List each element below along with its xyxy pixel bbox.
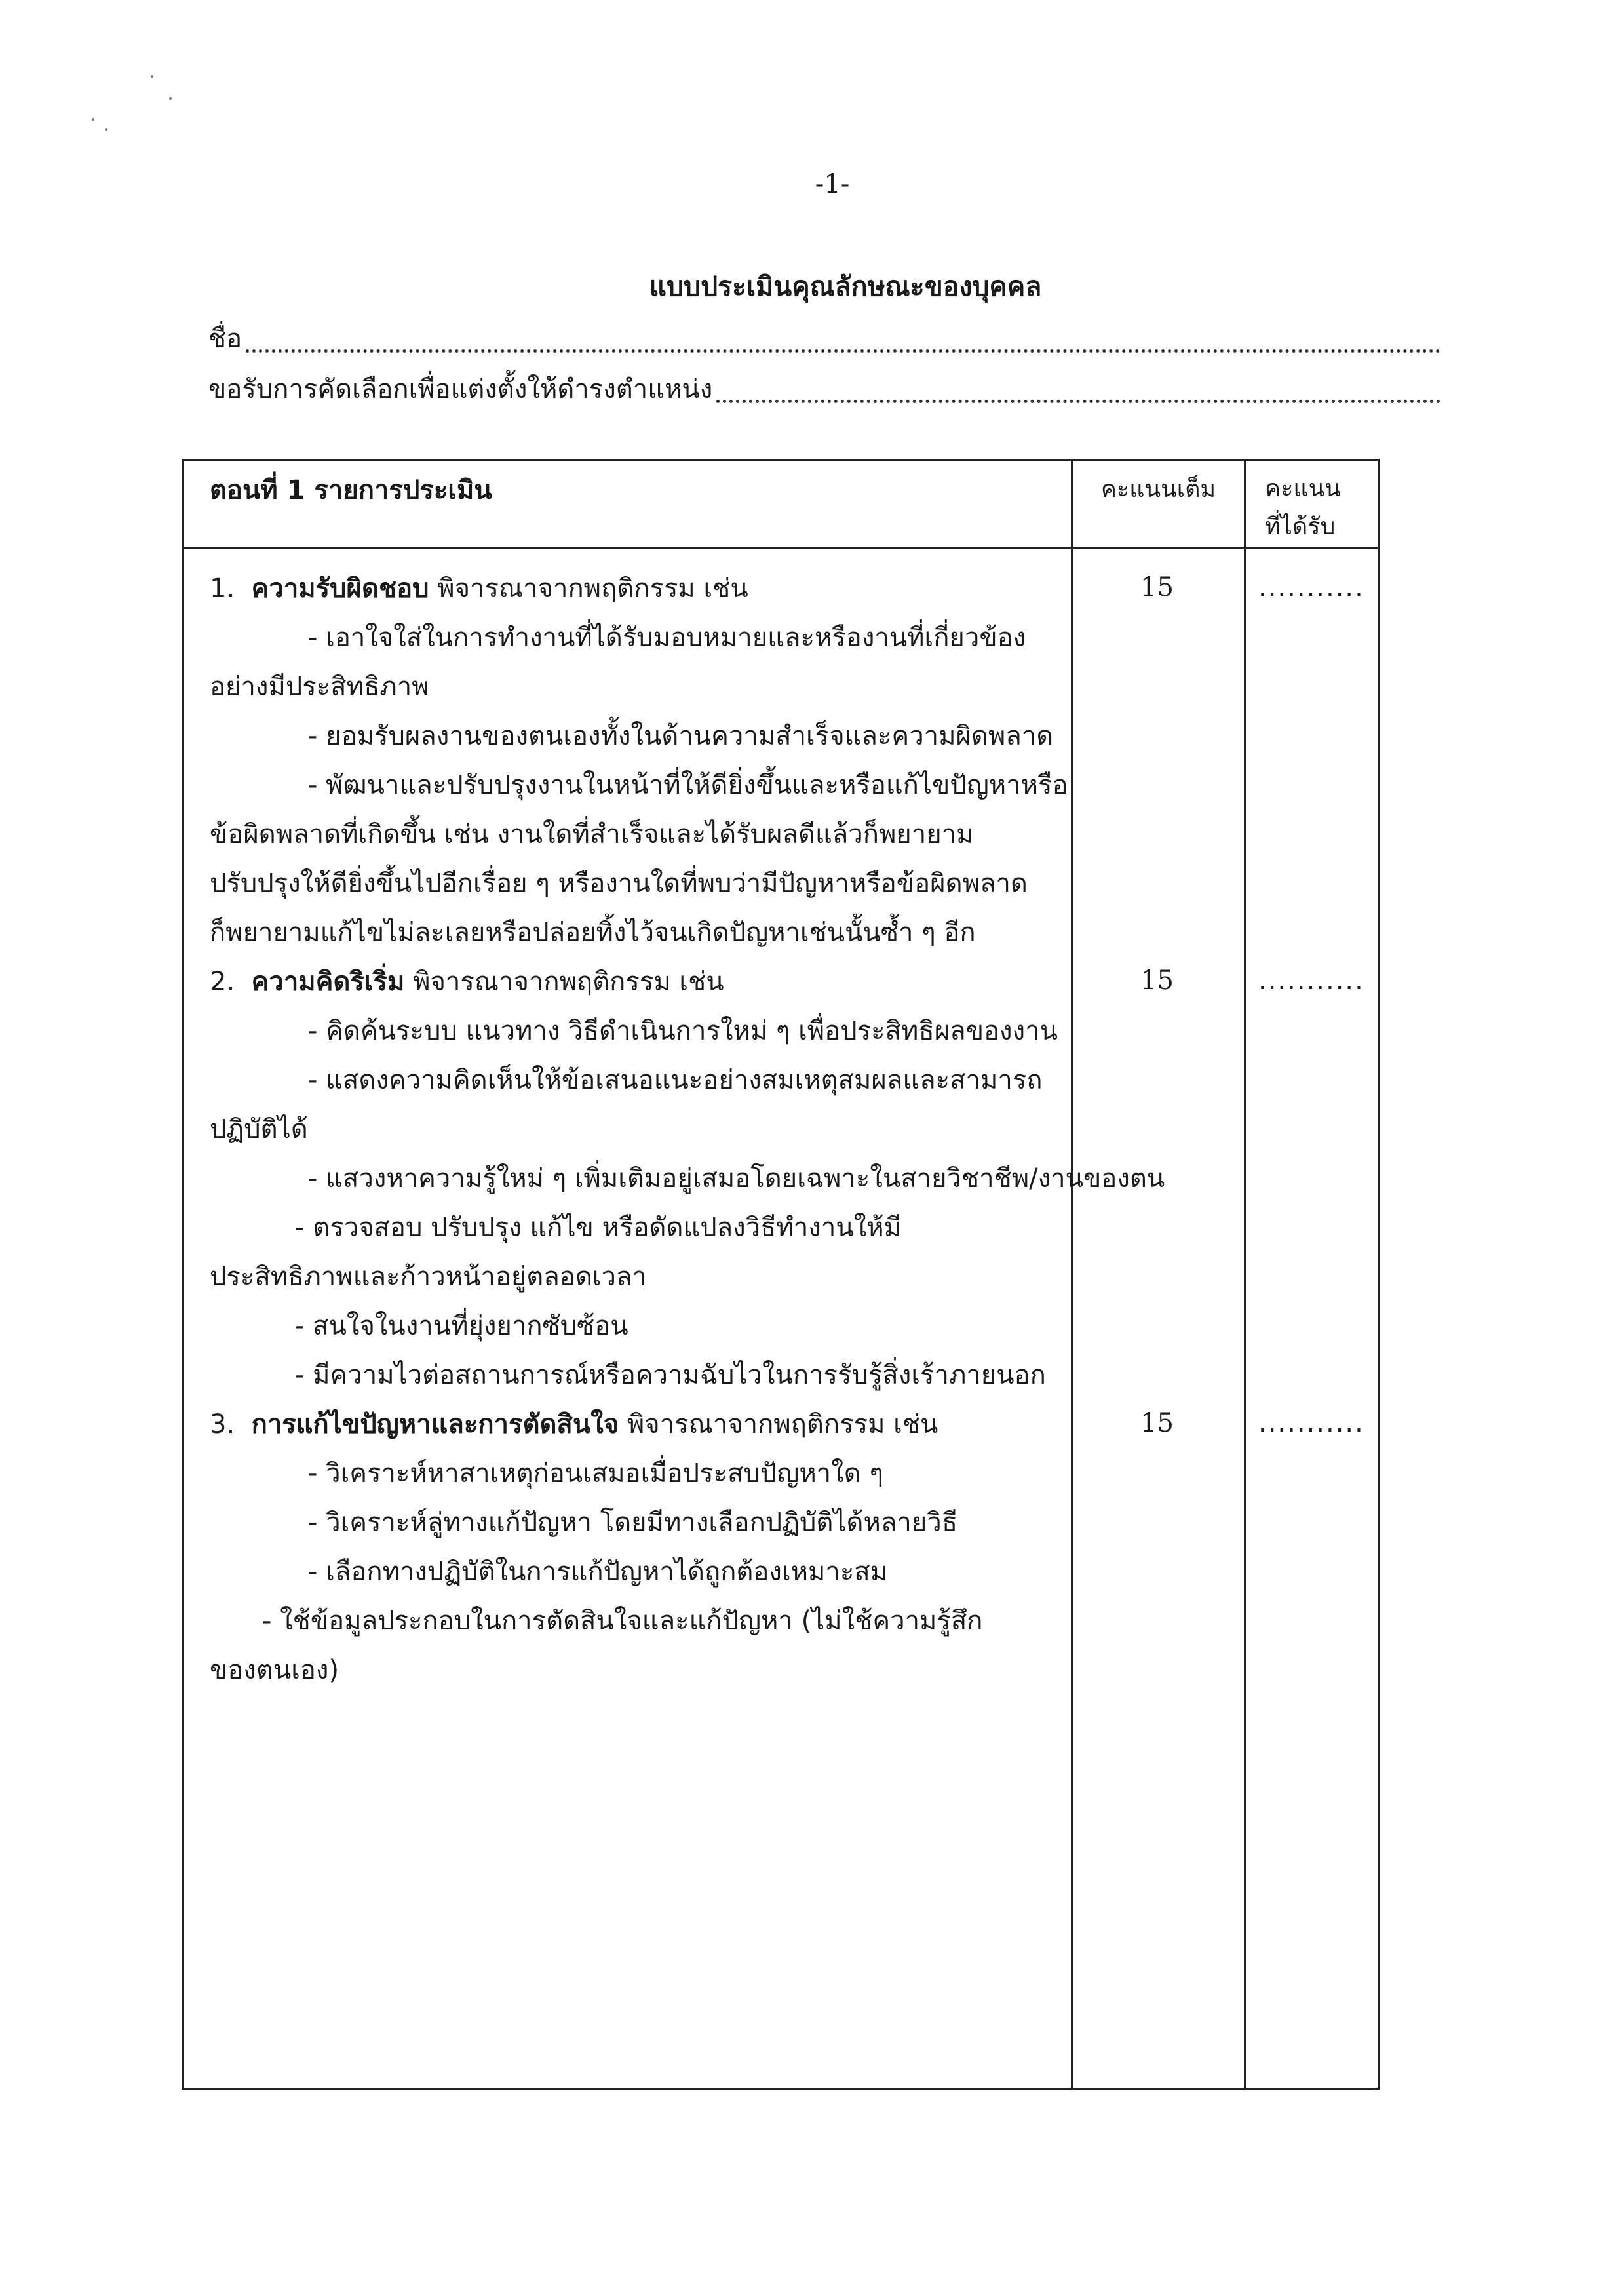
position-label: ขอรับการคัดเลือกเพื่อแต่งตั้งให้ดำรงตำแหน่ง [208,374,713,404]
criterion-number: 2. [210,967,235,997]
scan-speck [105,128,107,131]
criterion-intro: พิจารณาจากพฤติกรรม เช่น [413,967,724,997]
criterion-line: - ตรวจสอบ ปรับปรุง แก้ไข หรือดัดแปลงวิธีทำงานให้มี [295,1213,901,1243]
criterion-line: ปรับปรุงให้ดียิ่งขึ้นไปอีกเรื่อย ๆ หรืองานใดที่พบว่ามีปัญหาหรือข้อผิดพลาด [210,868,1028,899]
criterion-title: การแก้ไขปัญหาและการตัดสินใจ [251,1409,619,1439]
name-fill-line[interactable] [246,349,1440,353]
criterion-intro: พิจารณาจากพฤติกรรม เช่น [627,1409,938,1439]
criterion-line: - แสดงความคิดเห็นให้ข้อเสนอแนะอย่างสมเหตุสมผลและสามารถ [308,1065,1043,1095]
criterion-line: - ยอมรับผลงานของตนเองทั้งในด้านความสำเร็จและความผิดพลาด [308,721,1054,751]
form-title: แบบประเมินคุณลักษณะของบุคคล [649,271,1042,302]
criterion-intro: พิจารณาจากพฤติกรรม เช่น [437,574,748,604]
scan-speck [169,97,172,100]
header-full-score: คะแนนเต็ม [1100,476,1216,503]
criterion-line: ข้อผิดพลาดที่เกิดขึ้น เช่น งานใดที่สำเร็จและได้รับผลดีแล้วก็พยายาม [210,819,974,849]
criterion-line: - วิเคราะห์ลู่ทางแก้ปัญหา โดยมีทางเลือกปฏิบัติได้หลายวิธี [308,1508,958,1538]
criterion-line: - แสวงหาความรู้ใหม่ ๆ เพิ่มเติมอยู่เสมอโดยเฉพาะในสายวิชาชีพ/งานของตน [308,1163,1165,1194]
full-score-1: 15 [1140,572,1174,602]
header-received-line2: ที่ได้รับ [1265,513,1336,540]
criterion-heading [210,564,1062,614]
header-received-score [1265,470,1370,546]
header-divider [184,547,1378,549]
full-score-3: 15 [1140,1408,1174,1438]
criterion-line: - ใช้ข้อมูลประกอบในการตัดสินใจและแก้ปัญหา (ไม่ใช้ความรู้สึก [262,1606,983,1636]
received-score-3[interactable]: ........... [1258,1408,1364,1438]
full-score-2: 15 [1140,966,1174,996]
criterion-line: - วิเคราะห์หาสาเหตุก่อนเสมอเมื่อประสบปัญหาใด ๆ [308,1458,883,1489]
name-field [208,320,1440,359]
criterion-heading [210,1400,1062,1449]
criterion-line: - พัฒนาและปรับปรุงงานในหน้าที่ให้ดียิ่งขึ้นและหรือแก้ไขปัญหาหรือ [308,770,1068,800]
column-divider [1244,461,1246,2088]
criterion-line: อย่างมีประสิทธิภาพ [210,672,429,702]
criterion-line: ประสิทธิภาพและก้าวหน้าอยู่ตลอดเวลา [210,1262,647,1292]
name-label: ชื่อ [208,324,242,354]
criterion-line: - คิดค้นระบบ แนวทาง วิธีดำเนินการใหม่ ๆ เพื่อประสิทธิผลของงาน [308,1016,1058,1046]
position-fill-line[interactable] [716,400,1440,403]
criterion-number: 1. [210,574,235,604]
header-part-title: ตอนที่ 1 รายการประเมิน [210,475,492,505]
criterion-line: ของตนเอง) [210,1655,339,1685]
criterion-title: ความรับผิดชอบ [251,574,429,604]
received-score-1[interactable]: ........... [1258,572,1364,602]
criterion-line: - มีความไวต่อสถานการณ์หรือความฉับไวในการรับรู้สิ่งเร้าภายนอก [295,1360,1046,1390]
position-field [208,370,1440,410]
scan-speck [92,118,94,121]
criterion-line: ก็พยายามแก้ไขไม่ละเลยหรือปล่อยทิ้งไว้จนเกิดปัญหาเช่นนั้นซ้ำ ๆ อีก [210,918,976,948]
criterion-line: ปฏิบัติได้ [210,1114,308,1144]
received-score-2[interactable]: ........... [1258,966,1364,996]
criterion-line: - เลือกทางปฏิบัติในการแก้ปัญหาได้ถูกต้องเหมาะสม [308,1557,888,1587]
criterion-line: - เอาใจใส่ในการทำงานที่ได้รับมอบหมายและหรืองานที่เกี่ยวข้อง [308,623,1026,653]
criterion-number: 3. [210,1409,235,1439]
scan-speck [151,75,153,78]
header-received-line1: คะแนน [1265,475,1341,502]
criterion-title: ความคิดริเริ่ม [251,967,405,997]
page-number: -1- [815,169,850,199]
criterion-heading [210,958,1062,1007]
column-divider [1071,461,1073,2088]
evaluation-table [182,459,1380,2090]
criterion-line: - สนใจในงานที่ยุ่งยากซับซ้อน [295,1311,628,1341]
